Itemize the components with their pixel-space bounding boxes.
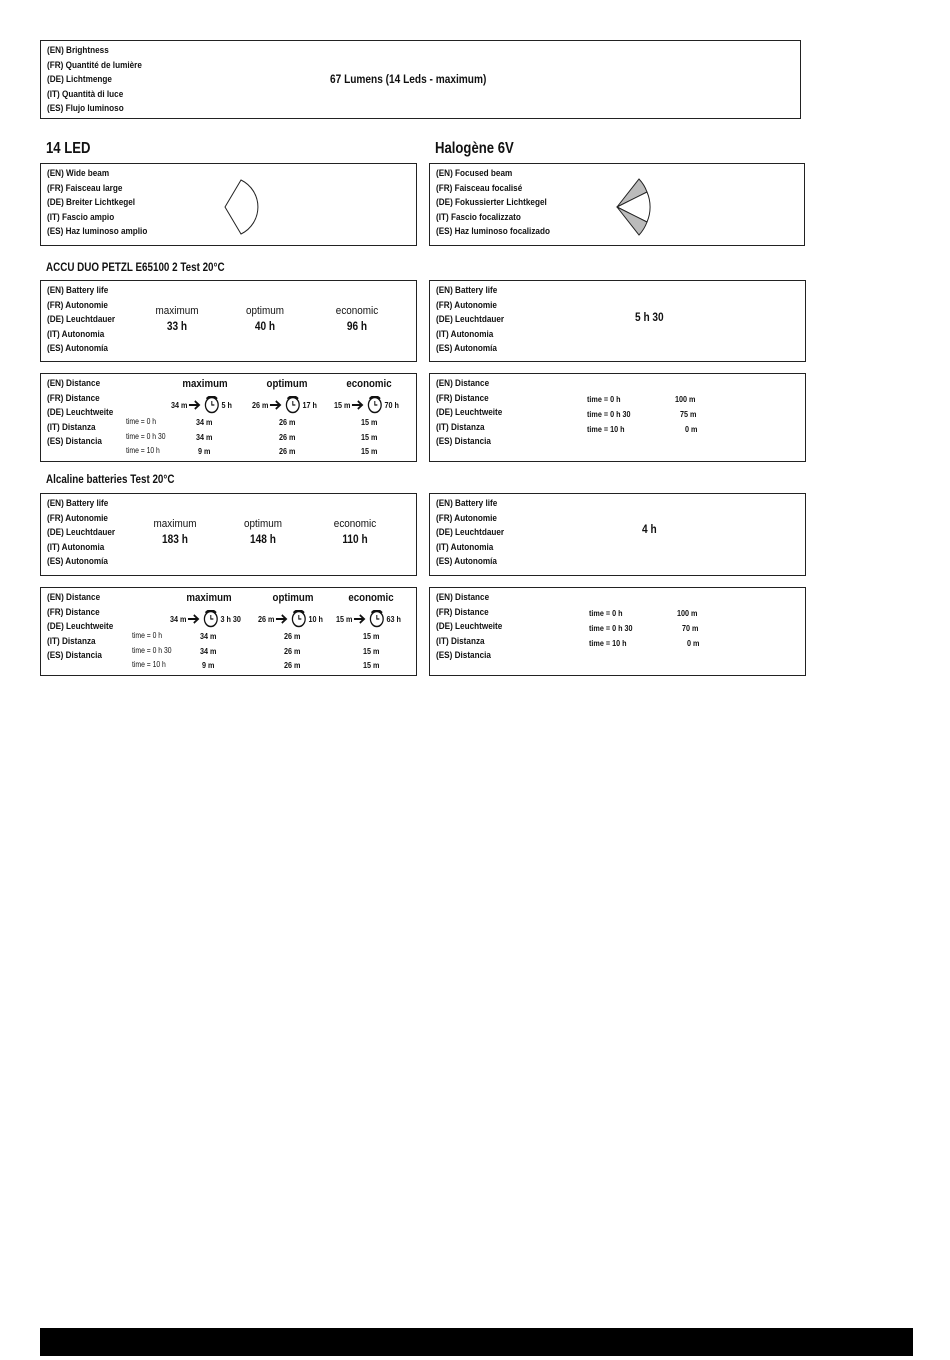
lang-label: (ES) Autonomía [436, 556, 497, 568]
life-optimum: 148 h [250, 534, 276, 546]
accu-led-life-box [40, 280, 417, 362]
lang-label: (IT) Autonomia [47, 328, 105, 340]
dist-value: 70 m [682, 623, 699, 633]
lang-label: (DE) Leuchtweite [47, 621, 114, 633]
lang-label: (FR) Autonomie [47, 512, 108, 524]
focused-beam-icon [613, 176, 663, 238]
dist-cell: 15 m [363, 646, 380, 656]
arrow-right-icon [276, 614, 288, 624]
lang-label: (DE) Leuchtdauer [47, 527, 116, 539]
arrow-right-icon [189, 400, 201, 410]
arrow-right-icon [352, 400, 364, 410]
time-label: time = 10 h [132, 660, 166, 669]
time-label: time = 0 h 30 [132, 646, 172, 655]
lang-label: (EN) Distance [47, 378, 101, 389]
life-maximum: 183 h [162, 534, 188, 546]
mode-economic: economic [348, 592, 394, 604]
footer-bar [40, 1328, 913, 1356]
lang-label: (IT) Quantità di luce [47, 88, 124, 100]
halogen-title: Halogène 6V [435, 140, 514, 157]
lang-label: (EN) Battery life [47, 498, 109, 509]
lang-label: (IT) Distanza [436, 635, 485, 647]
lang-label: (EN) Distance [436, 592, 490, 603]
battery-life-labels [47, 497, 115, 570]
dist-cell: 26 m [284, 660, 301, 670]
lang-label: (DE) Lichtmenge [47, 74, 112, 86]
arrow-row-maximum [171, 396, 232, 414]
life-economic: 96 h [346, 321, 368, 333]
dist-cell: 15 m [361, 446, 378, 456]
arrow-from: 15 m [334, 400, 351, 410]
brightness-box [40, 40, 801, 119]
arrow-row-maximum [170, 610, 241, 628]
life-maximum: 33 h [166, 321, 188, 333]
arrow-right-icon [354, 614, 366, 624]
arrow-from: 34 m [170, 614, 187, 624]
battery-life-labels [436, 284, 504, 357]
accu-title: ACCU DUO PETZL E65100 2 Test 20°C [46, 260, 225, 274]
time-label: time = 0 h 30 [589, 623, 633, 633]
lang-label: (EN) Battery life [436, 285, 498, 296]
time-label: time = 10 h [126, 446, 160, 455]
clock-icon [291, 610, 306, 628]
accu-halogen-life-box [429, 280, 806, 362]
dist-value: 0 m [687, 638, 700, 648]
led-title: 14 LED [46, 140, 91, 157]
brightness-value: 67 Lumens (14 Leds - maximum) [330, 74, 487, 86]
dist-cell: 15 m [363, 660, 380, 670]
lang-label: (IT) Distanza [436, 421, 485, 433]
arrow-to: 70 h [384, 400, 399, 410]
lang-label: (EN) Wide beam [47, 168, 110, 179]
arrow-row-optimum [258, 610, 323, 628]
lang-label: (IT) Fascio ampio [47, 211, 115, 223]
lang-label: (FR) Quantité de lumière [47, 59, 142, 71]
lang-label: (IT) Distanza [47, 635, 96, 647]
lang-label: (EN) Battery life [436, 498, 498, 509]
dist-cell: 9 m [198, 446, 211, 456]
mode-optimum: optimum [272, 592, 314, 604]
dist-cell: 15 m [363, 631, 380, 641]
lang-label: (DE) Leuchtdauer [436, 314, 505, 326]
arrow-to: 17 h [302, 400, 317, 410]
lang-label: (EN) Brightness [47, 45, 109, 56]
lang-label: (ES) Flujo luminoso [47, 103, 124, 115]
lang-label: (DE) Leuchtweite [47, 407, 114, 419]
wide-beam-labels [47, 167, 147, 240]
mode-maximum: maximum [182, 378, 228, 390]
arrow-from: 26 m [258, 614, 275, 624]
lang-label: (ES) Haz luminoso amplio [47, 226, 148, 238]
lang-label: (FR) Autonomie [47, 299, 108, 311]
alcaline-led-life-box [40, 493, 417, 576]
lang-label: (ES) Autonomía [436, 343, 497, 355]
clock-icon [369, 610, 384, 628]
brightness-labels [47, 44, 142, 117]
arrow-row-economic [334, 396, 399, 414]
life-economic: 110 h [342, 534, 368, 546]
dist-cell: 26 m [279, 446, 296, 456]
dist-cell: 26 m [284, 631, 301, 641]
battery-life-labels [436, 497, 504, 570]
dist-cell: 34 m [196, 417, 213, 427]
dist-cell: 26 m [279, 417, 296, 427]
time-label: time = 0 h [587, 394, 621, 404]
lang-label: (IT) Autonomia [436, 328, 494, 340]
lang-label: (ES) Distancia [47, 436, 102, 448]
dist-cell: 9 m [202, 660, 215, 670]
time-label: time = 0 h [126, 417, 157, 426]
halogen-life-value: 5 h 30 [635, 312, 664, 324]
lang-label: (DE) Leuchtweite [436, 407, 503, 419]
focused-beam-box [429, 163, 805, 246]
lang-label: (FR) Distance [47, 606, 100, 618]
dist-value: 0 m [685, 424, 698, 434]
arrow-right-icon [188, 614, 200, 624]
focused-beam-labels [436, 167, 550, 240]
lang-label: (FR) Distance [436, 392, 489, 404]
lang-label: (IT) Autonomia [436, 541, 494, 553]
lang-label: (IT) Autonomia [47, 541, 105, 553]
distance-labels [436, 591, 502, 664]
lang-label: (DE) Leuchtweite [436, 621, 503, 633]
lang-label: (FR) Distance [47, 392, 100, 404]
lang-label: (EN) Distance [436, 378, 490, 389]
life-optimum: 40 h [254, 321, 276, 333]
mode-economic: economic [335, 305, 379, 317]
dist-cell: 15 m [361, 417, 378, 427]
lang-label: (DE) Fokussierter Lichtkegel [436, 197, 547, 209]
time-label: time = 10 h [589, 638, 627, 648]
mode-economic: economic [333, 518, 377, 530]
clock-icon [203, 610, 218, 628]
dist-cell: 34 m [196, 432, 213, 442]
lang-label: (DE) Leuchtdauer [436, 527, 505, 539]
arrow-row-optimum [252, 396, 317, 414]
arrow-from: 34 m [171, 400, 188, 410]
wide-beam-box [40, 163, 417, 246]
dist-cell: 26 m [279, 432, 296, 442]
clock-icon [204, 396, 219, 414]
arrow-to: 63 h [386, 614, 401, 624]
wide-beam-icon [221, 176, 271, 238]
lang-label: (FR) Distance [436, 606, 489, 618]
clock-icon [285, 396, 300, 414]
lang-label: (ES) Autonomía [47, 343, 108, 355]
lang-label: (EN) Distance [47, 592, 101, 603]
distance-labels [47, 591, 113, 664]
lang-label: (ES) Haz luminoso focalizado [436, 226, 550, 238]
mode-optimum: optimum [244, 518, 282, 530]
lang-label: (FR) Autonomie [436, 299, 497, 311]
halogen-life-value: 4 h [642, 524, 657, 536]
arrow-to: 5 h [221, 400, 232, 410]
time-label: time = 0 h 30 [126, 432, 166, 441]
lang-label: (EN) Battery life [47, 285, 109, 296]
lang-label: (ES) Distancia [47, 650, 102, 662]
lang-label: (FR) Faisceau focalisé [436, 182, 523, 194]
battery-life-labels [47, 284, 115, 357]
dist-value: 100 m [677, 608, 698, 618]
mode-maximum: maximum [186, 592, 232, 604]
arrow-to: 3 h 30 [220, 614, 241, 624]
arrow-row-economic [336, 610, 401, 628]
time-label: time = 10 h [587, 424, 625, 434]
alcaline-title: Alcaline batteries Test 20°C [46, 472, 175, 486]
arrow-to: 10 h [308, 614, 323, 624]
lang-label: (FR) Faisceau large [47, 182, 123, 194]
accu-led-distance-box [40, 373, 417, 462]
time-label: time = 0 h [589, 608, 623, 618]
mode-maximum: maximum [155, 305, 199, 317]
lang-label: (ES) Distancia [436, 650, 491, 662]
time-label: time = 0 h [132, 631, 163, 640]
lang-label: (ES) Autonomía [47, 556, 108, 568]
arrow-from: 15 m [336, 614, 353, 624]
time-label: time = 0 h 30 [587, 409, 631, 419]
dist-value: 75 m [680, 409, 697, 419]
dist-cell: 26 m [284, 646, 301, 656]
mode-maximum: maximum [153, 518, 197, 530]
arrow-right-icon [270, 400, 282, 410]
distance-labels [47, 377, 113, 450]
lang-label: (DE) Breiter Lichtkegel [47, 197, 136, 209]
mode-optimum: optimum [266, 378, 308, 390]
distance-labels [436, 377, 502, 450]
alcaline-halogen-distance-box [429, 587, 806, 676]
mode-economic: economic [346, 378, 392, 390]
lang-label: (ES) Distancia [436, 436, 491, 448]
alcaline-led-distance-box [40, 587, 417, 676]
clock-icon [367, 396, 382, 414]
dist-cell: 15 m [361, 432, 378, 442]
arrow-from: 26 m [252, 400, 269, 410]
lang-label: (IT) Distanza [47, 421, 96, 433]
accu-halogen-distance-box [429, 373, 806, 462]
mode-optimum: optimum [246, 305, 284, 317]
lang-label: (FR) Autonomie [436, 512, 497, 524]
dist-cell: 34 m [200, 646, 217, 656]
lang-label: (EN) Focused beam [436, 168, 513, 179]
lang-label: (DE) Leuchtdauer [47, 314, 116, 326]
lang-label: (IT) Fascio focalizzato [436, 211, 521, 223]
alcaline-halogen-life-box [429, 493, 806, 576]
dist-value: 100 m [675, 394, 696, 404]
dist-cell: 34 m [200, 631, 217, 641]
